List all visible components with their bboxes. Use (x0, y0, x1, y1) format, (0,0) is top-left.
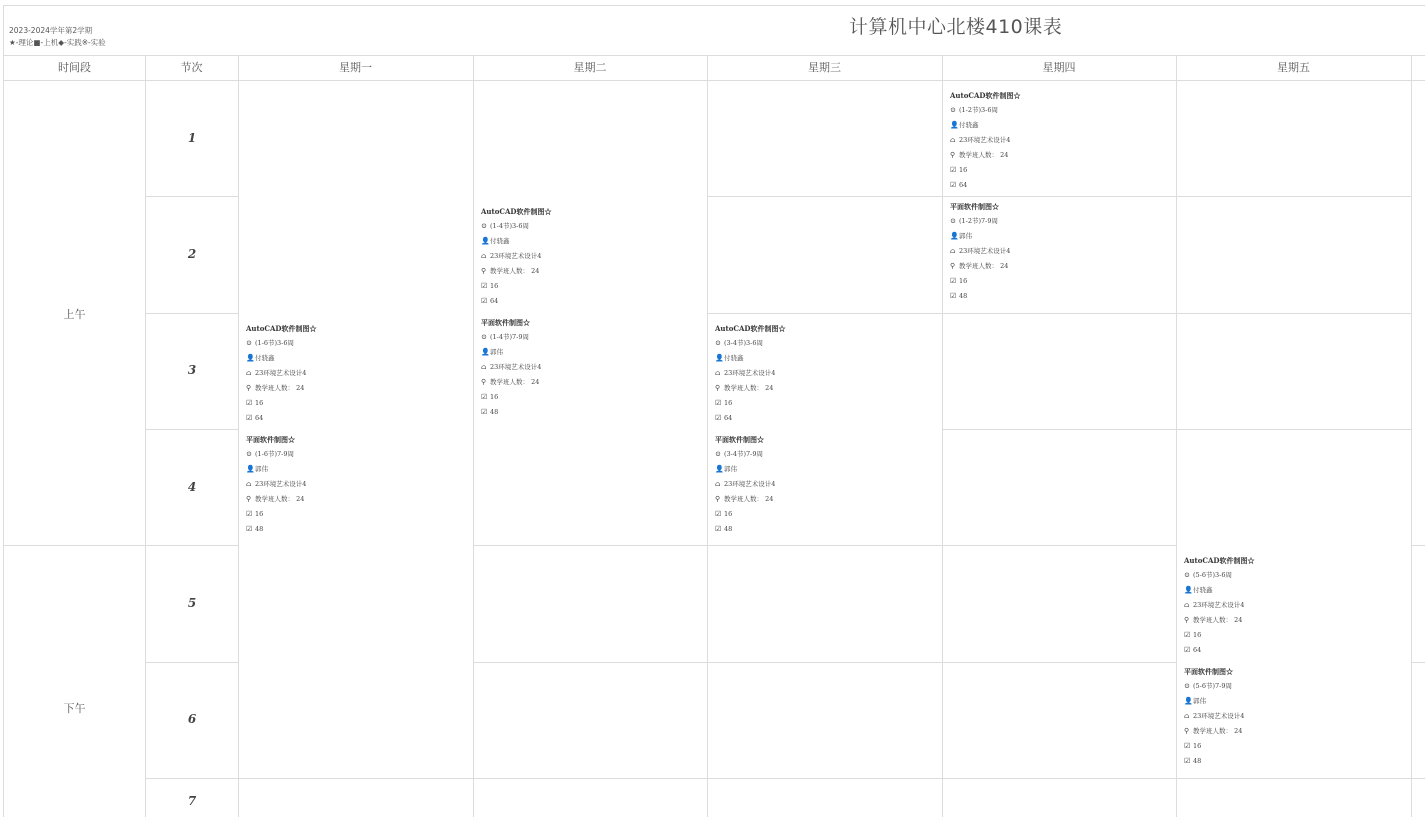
grid-line (1411, 778, 1425, 779)
course-time-row (950, 103, 1021, 118)
course-name-row (246, 432, 306, 447)
location-pin-icon: ⚲ (715, 384, 721, 392)
course-name-row (481, 204, 552, 219)
course-card-thursday-graphics[interactable] (950, 199, 1010, 304)
period-morning: 上午 (63, 308, 86, 321)
course-teacher-row (715, 462, 775, 477)
grid-line (473, 545, 1176, 546)
grid-line (146, 196, 238, 197)
course-time-row (715, 336, 786, 351)
clock-icon: ⊙ (481, 222, 487, 230)
clock-icon: ⊙ (246, 450, 252, 458)
timetable-meta (9, 25, 106, 49)
course-teacher-row (246, 351, 317, 366)
location-pin-icon: ⚲ (950, 262, 956, 270)
grid-line (4, 80, 1425, 81)
location-pin-icon: ⚲ (246, 495, 252, 503)
course-card-friday-graphics[interactable] (1184, 664, 1244, 769)
course-value-row (481, 294, 552, 309)
grid-line (1411, 55, 1412, 817)
course-time-row (1184, 568, 1255, 583)
course-value: 16 (959, 166, 968, 174)
course-value-row (481, 279, 552, 294)
grid-line (473, 55, 474, 817)
course-class-size: 教学班人数： 24 (255, 384, 305, 392)
course-value-row (950, 274, 1010, 289)
course-teacher: 郭伟 (1193, 697, 1206, 705)
course-value-row (246, 396, 317, 411)
course-class-size-row (950, 148, 1021, 163)
course-name: 平面软件制图☆ (1184, 667, 1233, 676)
class-icon: ⌂ (950, 247, 956, 255)
course-class-size: 教学班人数： 24 (490, 378, 540, 386)
teacher-icon: 👤 (950, 232, 959, 240)
course-value: 48 (255, 525, 264, 533)
course-class-row (246, 477, 306, 492)
course-value-row (950, 289, 1010, 304)
clock-icon: ⊙ (1184, 571, 1190, 579)
course-class: 23环境艺术设计4 (959, 247, 1011, 255)
checkbox-icon: ☑ (1184, 631, 1191, 639)
teacher-icon: 👤 (246, 354, 255, 362)
course-class-row (246, 366, 317, 381)
class-icon: ⌂ (715, 369, 721, 377)
class-icon: ⌂ (481, 252, 487, 260)
course-value: 16 (255, 399, 264, 407)
checkbox-icon: ☑ (246, 525, 253, 533)
course-name: 平面软件制图☆ (950, 202, 999, 211)
section-number: 3 (187, 363, 197, 377)
section-number: 7 (187, 794, 197, 808)
teacher-icon: 👤 (1184, 586, 1193, 594)
course-class-size-row (246, 492, 306, 507)
course-class-row (950, 133, 1021, 148)
course-name: 平面软件制图☆ (715, 435, 764, 444)
semester-label: 2023-2024学年第2学期 (9, 26, 93, 35)
course-teacher: 付骁鑫 (255, 354, 275, 362)
course-value-row (246, 507, 306, 522)
course-time: (1-2节)7-9周 (959, 217, 999, 225)
grid-line (473, 662, 1176, 663)
course-value-row (950, 178, 1021, 193)
course-name-row (246, 321, 317, 336)
course-class: 23环境艺术设计4 (255, 369, 307, 377)
course-class-size-row (481, 375, 541, 390)
course-value: 48 (1193, 757, 1202, 765)
course-teacher: 郭伟 (255, 465, 268, 473)
course-teacher-row (715, 351, 786, 366)
section-number: 6 (187, 712, 197, 726)
course-class: 23环境艺术设计4 (1193, 712, 1245, 720)
course-value-row (481, 405, 541, 420)
course-class-size: 教学班人数： 24 (959, 151, 1009, 159)
location-pin-icon: ⚲ (715, 495, 721, 503)
section-number: 1 (187, 131, 197, 145)
course-value: 64 (490, 297, 499, 305)
teacher-icon: 👤 (1184, 697, 1193, 705)
course-class-size: 教学班人数： 24 (959, 262, 1009, 270)
checkbox-icon: ☑ (950, 166, 957, 174)
course-class-size: 教学班人数： 24 (1193, 727, 1243, 735)
course-time-row (715, 447, 775, 462)
course-value-row (715, 411, 786, 426)
grid-line (1411, 545, 1425, 546)
course-class-row (1184, 709, 1244, 724)
clock-icon: ⊙ (481, 333, 487, 341)
course-card-friday-autocad[interactable] (1184, 553, 1255, 658)
course-value: 48 (959, 292, 968, 300)
grid-line (707, 55, 708, 817)
page-title: 计算机中心北楼410课表 (849, 16, 1063, 38)
clock-icon: ⊙ (715, 450, 721, 458)
column-header-tuesday: 星期二 (573, 61, 607, 74)
course-value-row (1184, 628, 1255, 643)
grid-line (145, 55, 146, 817)
course-class: 23环境艺术设计4 (490, 363, 542, 371)
course-teacher-row (1184, 583, 1255, 598)
teacher-icon: 👤 (246, 465, 255, 473)
course-value-row (715, 396, 786, 411)
checkbox-icon: ☑ (950, 277, 957, 285)
course-card-tuesday-autocad[interactable] (481, 204, 552, 309)
course-value: 16 (490, 282, 499, 290)
grid-line (942, 55, 943, 817)
course-class: 23环境艺术设计4 (1193, 601, 1245, 609)
clock-icon: ⊙ (246, 339, 252, 347)
clock-icon: ⊙ (715, 339, 721, 347)
location-pin-icon: ⚲ (481, 267, 487, 275)
grid-line (146, 778, 1411, 779)
teacher-icon: 👤 (950, 121, 959, 129)
checkbox-icon: ☑ (481, 408, 488, 416)
course-class-size-row (1184, 724, 1244, 739)
course-name-row (950, 199, 1010, 214)
course-value: 16 (1193, 631, 1202, 639)
course-card-monday-autocad[interactable] (246, 321, 317, 426)
course-name: AutoCAD软件制图☆ (481, 207, 552, 216)
course-value: 64 (255, 414, 264, 422)
course-value: 48 (724, 525, 733, 533)
section-number: 2 (187, 247, 197, 261)
class-icon: ⌂ (715, 480, 721, 488)
course-class-size-row (715, 492, 775, 507)
course-time: (1-2节)3-6周 (959, 106, 999, 114)
location-pin-icon: ⚲ (950, 151, 956, 159)
course-card-thursday-autocad[interactable] (950, 88, 1021, 193)
checkbox-icon: ☑ (481, 297, 488, 305)
course-name-row (950, 88, 1021, 103)
course-value: 64 (959, 181, 968, 189)
course-value: 64 (1193, 646, 1202, 654)
checkbox-icon: ☑ (1184, 742, 1191, 750)
grid-line (146, 429, 238, 430)
course-teacher-row (246, 462, 306, 477)
course-time-row (246, 447, 306, 462)
course-value-row (950, 163, 1021, 178)
grid-line (707, 313, 1411, 314)
grid-line (1176, 55, 1177, 817)
course-time: (3-4节)3-6周 (724, 339, 764, 347)
course-class: 23环境艺术设计4 (959, 136, 1011, 144)
course-teacher-row (481, 345, 541, 360)
course-teacher: 付骁鑫 (1193, 586, 1213, 594)
course-value-row (1184, 754, 1244, 769)
course-time: (1-6节)3-6周 (255, 339, 295, 347)
course-time: (5-6节)7-9周 (1193, 682, 1233, 690)
class-icon: ⌂ (950, 136, 956, 144)
timetable (3, 5, 1425, 817)
course-value: 16 (1193, 742, 1202, 750)
checkbox-icon: ☑ (246, 510, 253, 518)
checkbox-icon: ☑ (950, 181, 957, 189)
checkbox-icon: ☑ (246, 414, 253, 422)
course-teacher: 郭伟 (724, 465, 737, 473)
course-teacher-row (950, 229, 1010, 244)
period-afternoon: 下午 (63, 702, 86, 715)
course-class-row (715, 366, 786, 381)
course-class-size-row (715, 381, 786, 396)
course-class-size: 教学班人数： 24 (724, 495, 774, 503)
checkbox-icon: ☑ (715, 525, 722, 533)
course-class-size: 教学班人数： 24 (724, 384, 774, 392)
course-value-row (715, 522, 775, 537)
section-number: 4 (187, 480, 197, 494)
course-value: 64 (724, 414, 733, 422)
class-icon: ⌂ (246, 369, 252, 377)
course-time: (5-6节)3-6周 (1193, 571, 1233, 579)
course-name: AutoCAD软件制图☆ (246, 324, 317, 333)
course-value: 48 (490, 408, 499, 416)
course-name: AutoCAD软件制图☆ (715, 324, 786, 333)
teacher-icon: 👤 (481, 348, 490, 356)
course-card-monday-graphics[interactable] (246, 432, 306, 537)
grid-line (146, 662, 238, 663)
class-icon: ⌂ (1184, 712, 1190, 720)
course-time: (1-4节)3-6周 (490, 222, 530, 230)
course-class-size-row (950, 259, 1010, 274)
course-time-row (950, 214, 1010, 229)
course-name-row (715, 321, 786, 336)
class-icon: ⌂ (1184, 601, 1190, 609)
grid-line (238, 55, 239, 817)
course-teacher-row (481, 234, 552, 249)
clock-icon: ⊙ (950, 106, 956, 114)
course-class-row (1184, 598, 1255, 613)
course-teacher: 郭伟 (959, 232, 972, 240)
grid-line (4, 545, 238, 546)
checkbox-icon: ☑ (715, 399, 722, 407)
course-class-size-row (481, 264, 552, 279)
class-icon: ⌂ (481, 363, 487, 371)
checkbox-icon: ☑ (1184, 646, 1191, 654)
course-name-row (1184, 664, 1244, 679)
course-value: 16 (255, 510, 264, 518)
course-class-row (715, 477, 775, 492)
course-name-row (715, 432, 775, 447)
course-class: 23环境艺术设计4 (255, 480, 307, 488)
course-value-row (246, 522, 306, 537)
course-card-tuesday-graphics[interactable] (481, 315, 541, 420)
course-class-row (950, 244, 1010, 259)
course-class-row (481, 360, 541, 375)
course-teacher-row (950, 118, 1021, 133)
checkbox-icon: ☑ (715, 414, 722, 422)
teacher-icon: 👤 (715, 465, 724, 473)
course-class-size: 教学班人数： 24 (1193, 616, 1243, 624)
location-pin-icon: ⚲ (481, 378, 487, 386)
column-header-monday: 星期一 (339, 61, 372, 74)
course-card-wednesday-autocad[interactable] (715, 321, 786, 426)
grid-line (1411, 662, 1425, 663)
course-teacher: 付骁鑫 (490, 237, 510, 245)
course-teacher-row (1184, 694, 1244, 709)
course-time-row (481, 330, 541, 345)
course-time-row (1184, 679, 1244, 694)
course-value: 16 (490, 393, 499, 401)
checkbox-icon: ☑ (950, 292, 957, 300)
location-pin-icon: ⚲ (1184, 616, 1190, 624)
column-header-thursday: 星期四 (1042, 61, 1076, 74)
course-name-row (481, 315, 541, 330)
teacher-icon: 👤 (481, 237, 490, 245)
teacher-icon: 👤 (715, 354, 724, 362)
section-number: 5 (187, 596, 197, 610)
checkbox-icon: ☑ (246, 399, 253, 407)
class-icon: ⌂ (246, 480, 252, 488)
course-class-size: 教学班人数： 24 (490, 267, 540, 275)
course-type-legend: ★-理论■-上机◆-实践※-实验 (9, 38, 106, 47)
course-teacher: 付骁鑫 (959, 121, 979, 129)
course-value: 16 (724, 399, 733, 407)
column-header-section: 节次 (180, 61, 203, 74)
course-value-row (481, 390, 541, 405)
column-header-wednesday: 星期三 (808, 61, 841, 74)
location-pin-icon: ⚲ (246, 384, 252, 392)
course-teacher: 付骁鑫 (724, 354, 744, 362)
checkbox-icon: ☑ (481, 393, 488, 401)
column-header-time-slot: 时间段 (58, 61, 91, 74)
grid-line (146, 313, 238, 314)
course-card-wednesday-graphics[interactable] (715, 432, 775, 537)
course-value-row (1184, 739, 1244, 754)
checkbox-icon: ☑ (715, 510, 722, 518)
course-name: 平面软件制图☆ (246, 435, 295, 444)
course-time: (1-6节)7-9周 (255, 450, 295, 458)
column-header-friday: 星期五 (1277, 61, 1310, 74)
course-class: 23环境艺术设计4 (724, 480, 776, 488)
course-value-row (715, 507, 775, 522)
course-time: (1-4节)7-9周 (490, 333, 530, 341)
location-pin-icon: ⚲ (1184, 727, 1190, 735)
course-name: AutoCAD软件制图☆ (950, 91, 1021, 100)
course-class-size-row (246, 381, 317, 396)
clock-icon: ⊙ (1184, 682, 1190, 690)
course-value-row (246, 411, 317, 426)
course-class-size: 教学班人数： 24 (255, 495, 305, 503)
course-class: 23环境艺术设计4 (490, 252, 542, 260)
course-value-row (1184, 643, 1255, 658)
clock-icon: ⊙ (950, 217, 956, 225)
course-time-row (246, 336, 317, 351)
checkbox-icon: ☑ (1184, 757, 1191, 765)
checkbox-icon: ☑ (481, 282, 488, 290)
grid-line (707, 196, 1411, 197)
course-time: (3-4节)7-9周 (724, 450, 764, 458)
course-teacher: 郭伟 (490, 348, 503, 356)
course-class: 23环境艺术设计4 (724, 369, 776, 377)
course-name: AutoCAD软件制图☆ (1184, 556, 1255, 565)
course-name-row (1184, 553, 1255, 568)
course-class-size-row (1184, 613, 1255, 628)
course-class-row (481, 249, 552, 264)
course-name: 平面软件制图☆ (481, 318, 530, 327)
course-value: 16 (959, 277, 968, 285)
course-value: 16 (724, 510, 733, 518)
course-time-row (481, 219, 552, 234)
